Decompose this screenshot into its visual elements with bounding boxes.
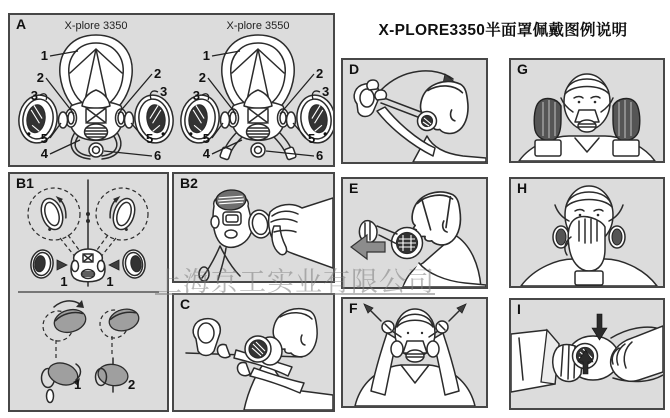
panel-e xyxy=(341,177,488,289)
panel-b2 xyxy=(172,172,335,283)
panel-e-label: E xyxy=(349,180,359,196)
panel-i xyxy=(509,298,665,410)
svg-text:4: 4 xyxy=(40,146,48,161)
don-harness-illustration xyxy=(343,60,486,162)
svg-text:3: 3 xyxy=(322,84,330,99)
svg-text:6: 6 xyxy=(316,148,324,163)
svg-text:1: 1 xyxy=(106,274,114,289)
panel-d-label: D xyxy=(349,61,360,77)
svg-text:5: 5 xyxy=(40,131,48,146)
svg-text:3: 3 xyxy=(192,88,200,103)
fit-check-illustration xyxy=(511,179,663,286)
panel-c-label: C xyxy=(180,296,191,312)
panel-g xyxy=(509,58,665,163)
svg-text:4: 4 xyxy=(202,146,210,161)
svg-text:3: 3 xyxy=(160,84,168,99)
svg-text:3: 3 xyxy=(30,88,38,103)
svg-text:6: 6 xyxy=(154,148,162,163)
svg-text:1: 1 xyxy=(40,48,48,63)
panel-c xyxy=(172,293,335,412)
panel-d xyxy=(341,58,488,164)
svg-text:5: 5 xyxy=(308,131,316,146)
svg-text:1: 1 xyxy=(202,48,210,63)
mask-name-3550: X-plore 3550 xyxy=(226,20,290,32)
tighten-straps-illustration xyxy=(343,179,486,287)
panel-b1-label: B1 xyxy=(16,175,34,191)
svg-text:5: 5 xyxy=(202,131,210,146)
panel-h-label: H xyxy=(517,180,528,196)
svg-text:2: 2 xyxy=(198,70,206,85)
mask-name-3350: X-plore 3350 xyxy=(64,20,128,32)
svg-text:2: 2 xyxy=(154,66,162,81)
panel-h xyxy=(509,177,665,288)
svg-text:1: 1 xyxy=(74,377,82,392)
panel-i-label: I xyxy=(517,301,521,317)
panel-b2-label: B2 xyxy=(180,175,198,191)
svg-text:5: 5 xyxy=(146,131,154,146)
mask-overview-illustration xyxy=(10,15,333,165)
pull-top-straps-illustration xyxy=(343,299,486,406)
hold-mask-illustration xyxy=(174,295,333,410)
svg-text:2: 2 xyxy=(316,66,324,81)
watermark: 上海京工实业有限公司 xyxy=(155,267,435,297)
adjust-straps-illustration xyxy=(511,60,663,161)
panel-f-label: F xyxy=(349,300,358,316)
svg-text:1: 1 xyxy=(60,274,68,289)
right-glove xyxy=(613,99,640,156)
panel-a xyxy=(8,13,335,167)
valve-check-illustration xyxy=(511,300,663,408)
panel-g-label: G xyxy=(517,61,528,77)
svg-text:2: 2 xyxy=(128,377,136,392)
panel-b1 xyxy=(8,172,169,412)
svg-text:2: 2 xyxy=(36,70,44,85)
page-title: X-PLORE3350半面罩佩戴图例说明 xyxy=(378,22,628,39)
left-glove xyxy=(534,99,561,156)
panel-a-label: A xyxy=(16,16,27,32)
filter-attach-illustration xyxy=(10,174,167,410)
panel-f xyxy=(341,297,488,408)
